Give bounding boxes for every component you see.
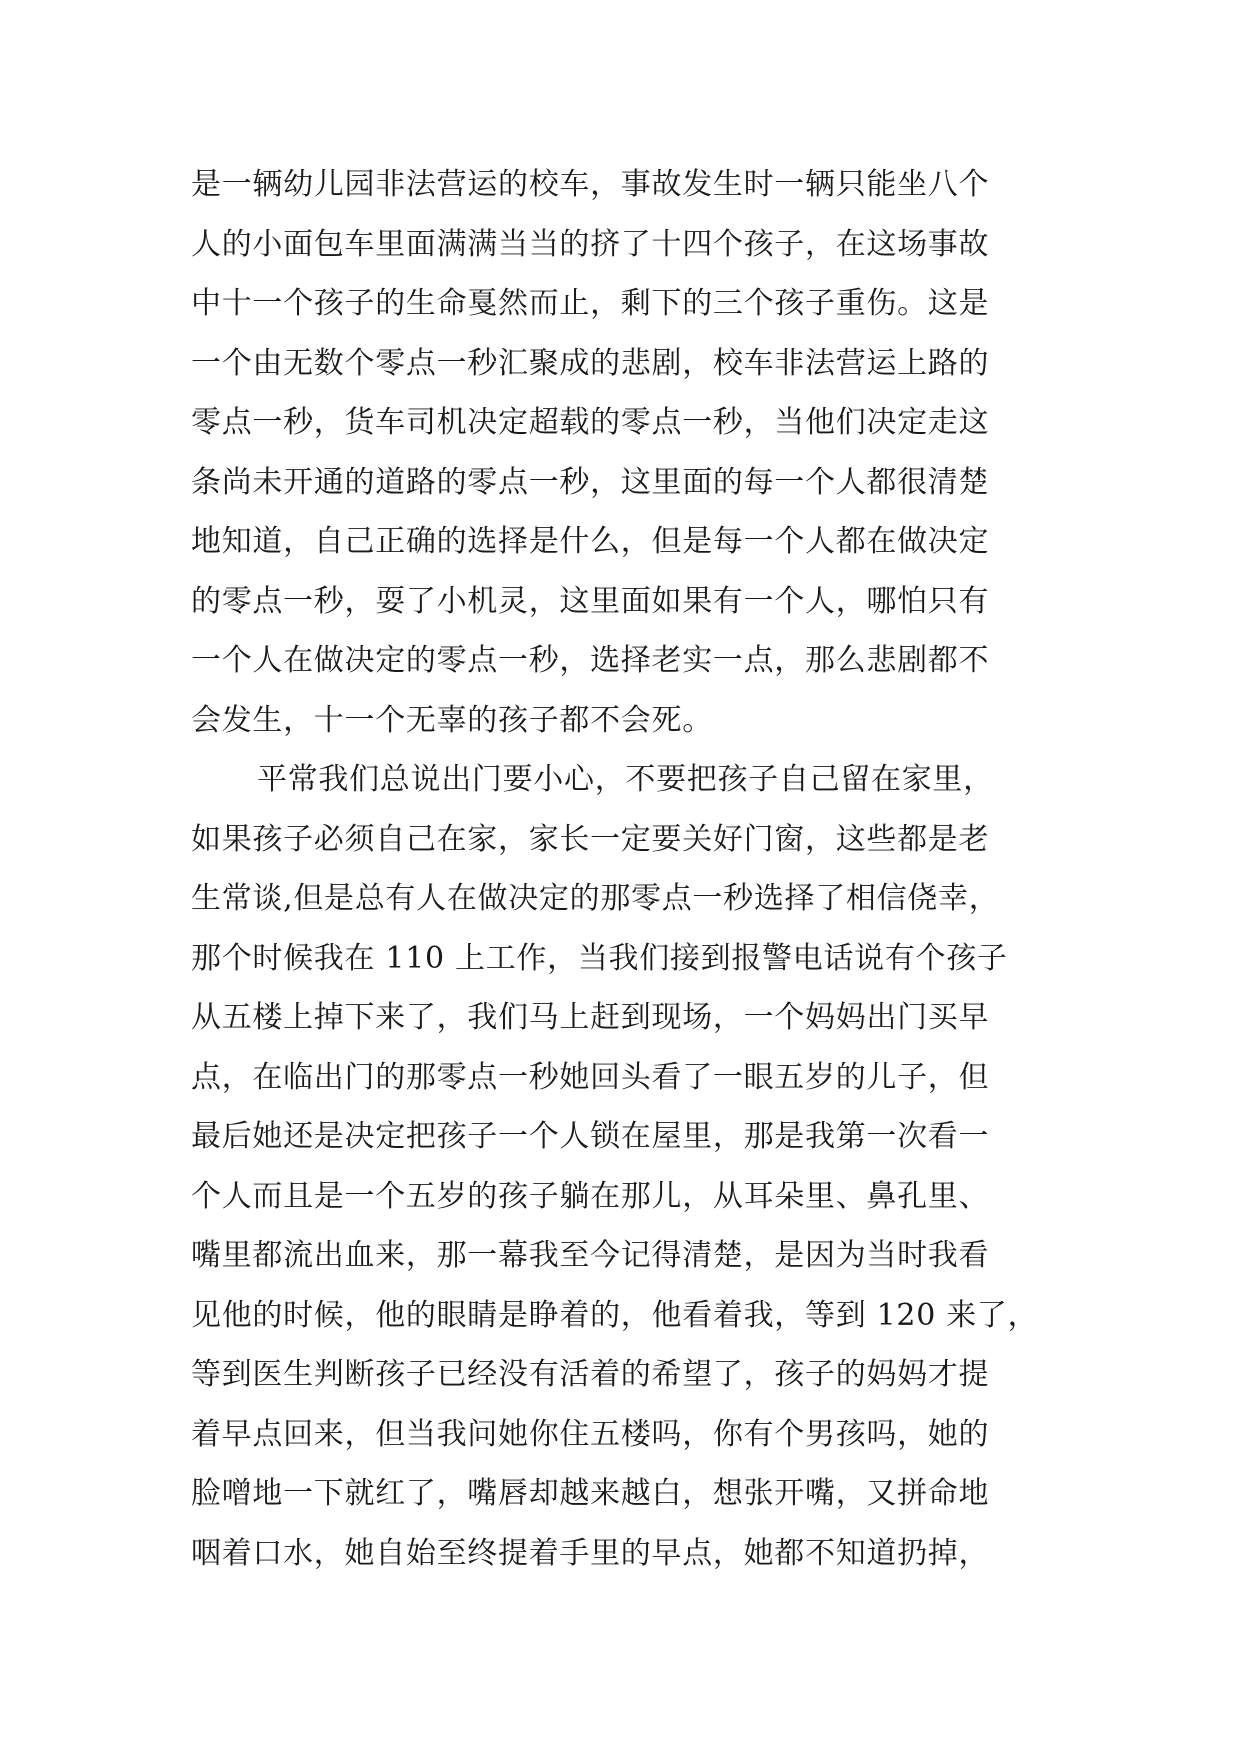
text-line: 会发生，十一个无辜的孩子都不会死。 xyxy=(191,702,713,738)
text-line: 条尚未开通的道路的零点一秒，这里面的每一个人都很清楚 xyxy=(191,464,990,500)
text-line: 从五楼上掉下来了，我们马上赶到现场，一个妈妈出门买早 xyxy=(191,1000,990,1035)
text-line: 等到医生判断孩子已经没有活着的希望了，孩子的妈妈才提 xyxy=(191,1357,990,1392)
text-line: 个人而且是一个五岁的孩子躺在那儿，从耳朵里、鼻孔里、 xyxy=(191,1178,990,1214)
text-line: 着早点回来，但当我问她你住五楼吗，你有个男孩吗，她的 xyxy=(191,1416,990,1452)
text-line: 是一辆幼儿园非法营运的校车，事故发生时一辆只能坐八个 xyxy=(191,167,990,202)
paragraph-1 xyxy=(191,155,1061,750)
text-line: 一个人在做决定的零点一秒，选择老实一点，那么悲剧都不 xyxy=(191,643,990,678)
text-line: 生常谈,但是总有人在做决定的那零点一秒选择了相信侥幸， xyxy=(191,881,1000,916)
text-line-indented: 平常我们总说出门要小心，不要把孩子自己留在家里， xyxy=(257,762,994,797)
text-line: 一个由无数个零点一秒汇聚成的悲剧，校车非法营运上路的 xyxy=(191,345,990,381)
text-line: 如果孩子必须自己在家，家长一定要关好门窗，这些都是老 xyxy=(191,821,990,857)
text-line: 地知道，自己正确的选择是什么，但是每一个人都在做决定 xyxy=(191,524,990,559)
text-line: 人的小面包车里面满满当当的挤了十四个孩子，在这场事故 xyxy=(191,226,990,262)
text-line: 点，在临出门的那零点一秒她回头看了一眼五岁的儿子，但 xyxy=(191,1059,990,1095)
text-line: 嘴里都流出血来，那一幕我至今记得清楚，是因为当时我看 xyxy=(191,1238,990,1273)
text-line: 脸噌地一下就红了，嘴唇却越来越白，想张开嘴，又拼命地 xyxy=(191,1476,990,1511)
text-line: 咽着口水，她自始至终提着手里的早点，她都不知道扔掉， xyxy=(191,1535,990,1571)
paragraph-2 xyxy=(191,750,1061,1583)
text-line: 见他的时候，他的眼睛是睁着的，他看着我，等到 120 来了， xyxy=(191,1297,1039,1333)
text-line: 最后她还是决定把孩子一个人锁在屋里，那是我第一次看一 xyxy=(191,1119,990,1154)
text-line: 的零点一秒，耍了小机灵，这里面如果有一个人，哪怕只有 xyxy=(191,583,990,619)
text-line: 中十一个孩子的生命戛然而止，剩下的三个孩子重伤。这是 xyxy=(191,286,990,321)
text-line: 那个时候我在 110 上工作，当我们接到报警电话说有个孩子 xyxy=(191,940,1008,976)
text-line: 零点一秒，货车司机决定超载的零点一秒，当他们决定走这 xyxy=(191,405,990,440)
